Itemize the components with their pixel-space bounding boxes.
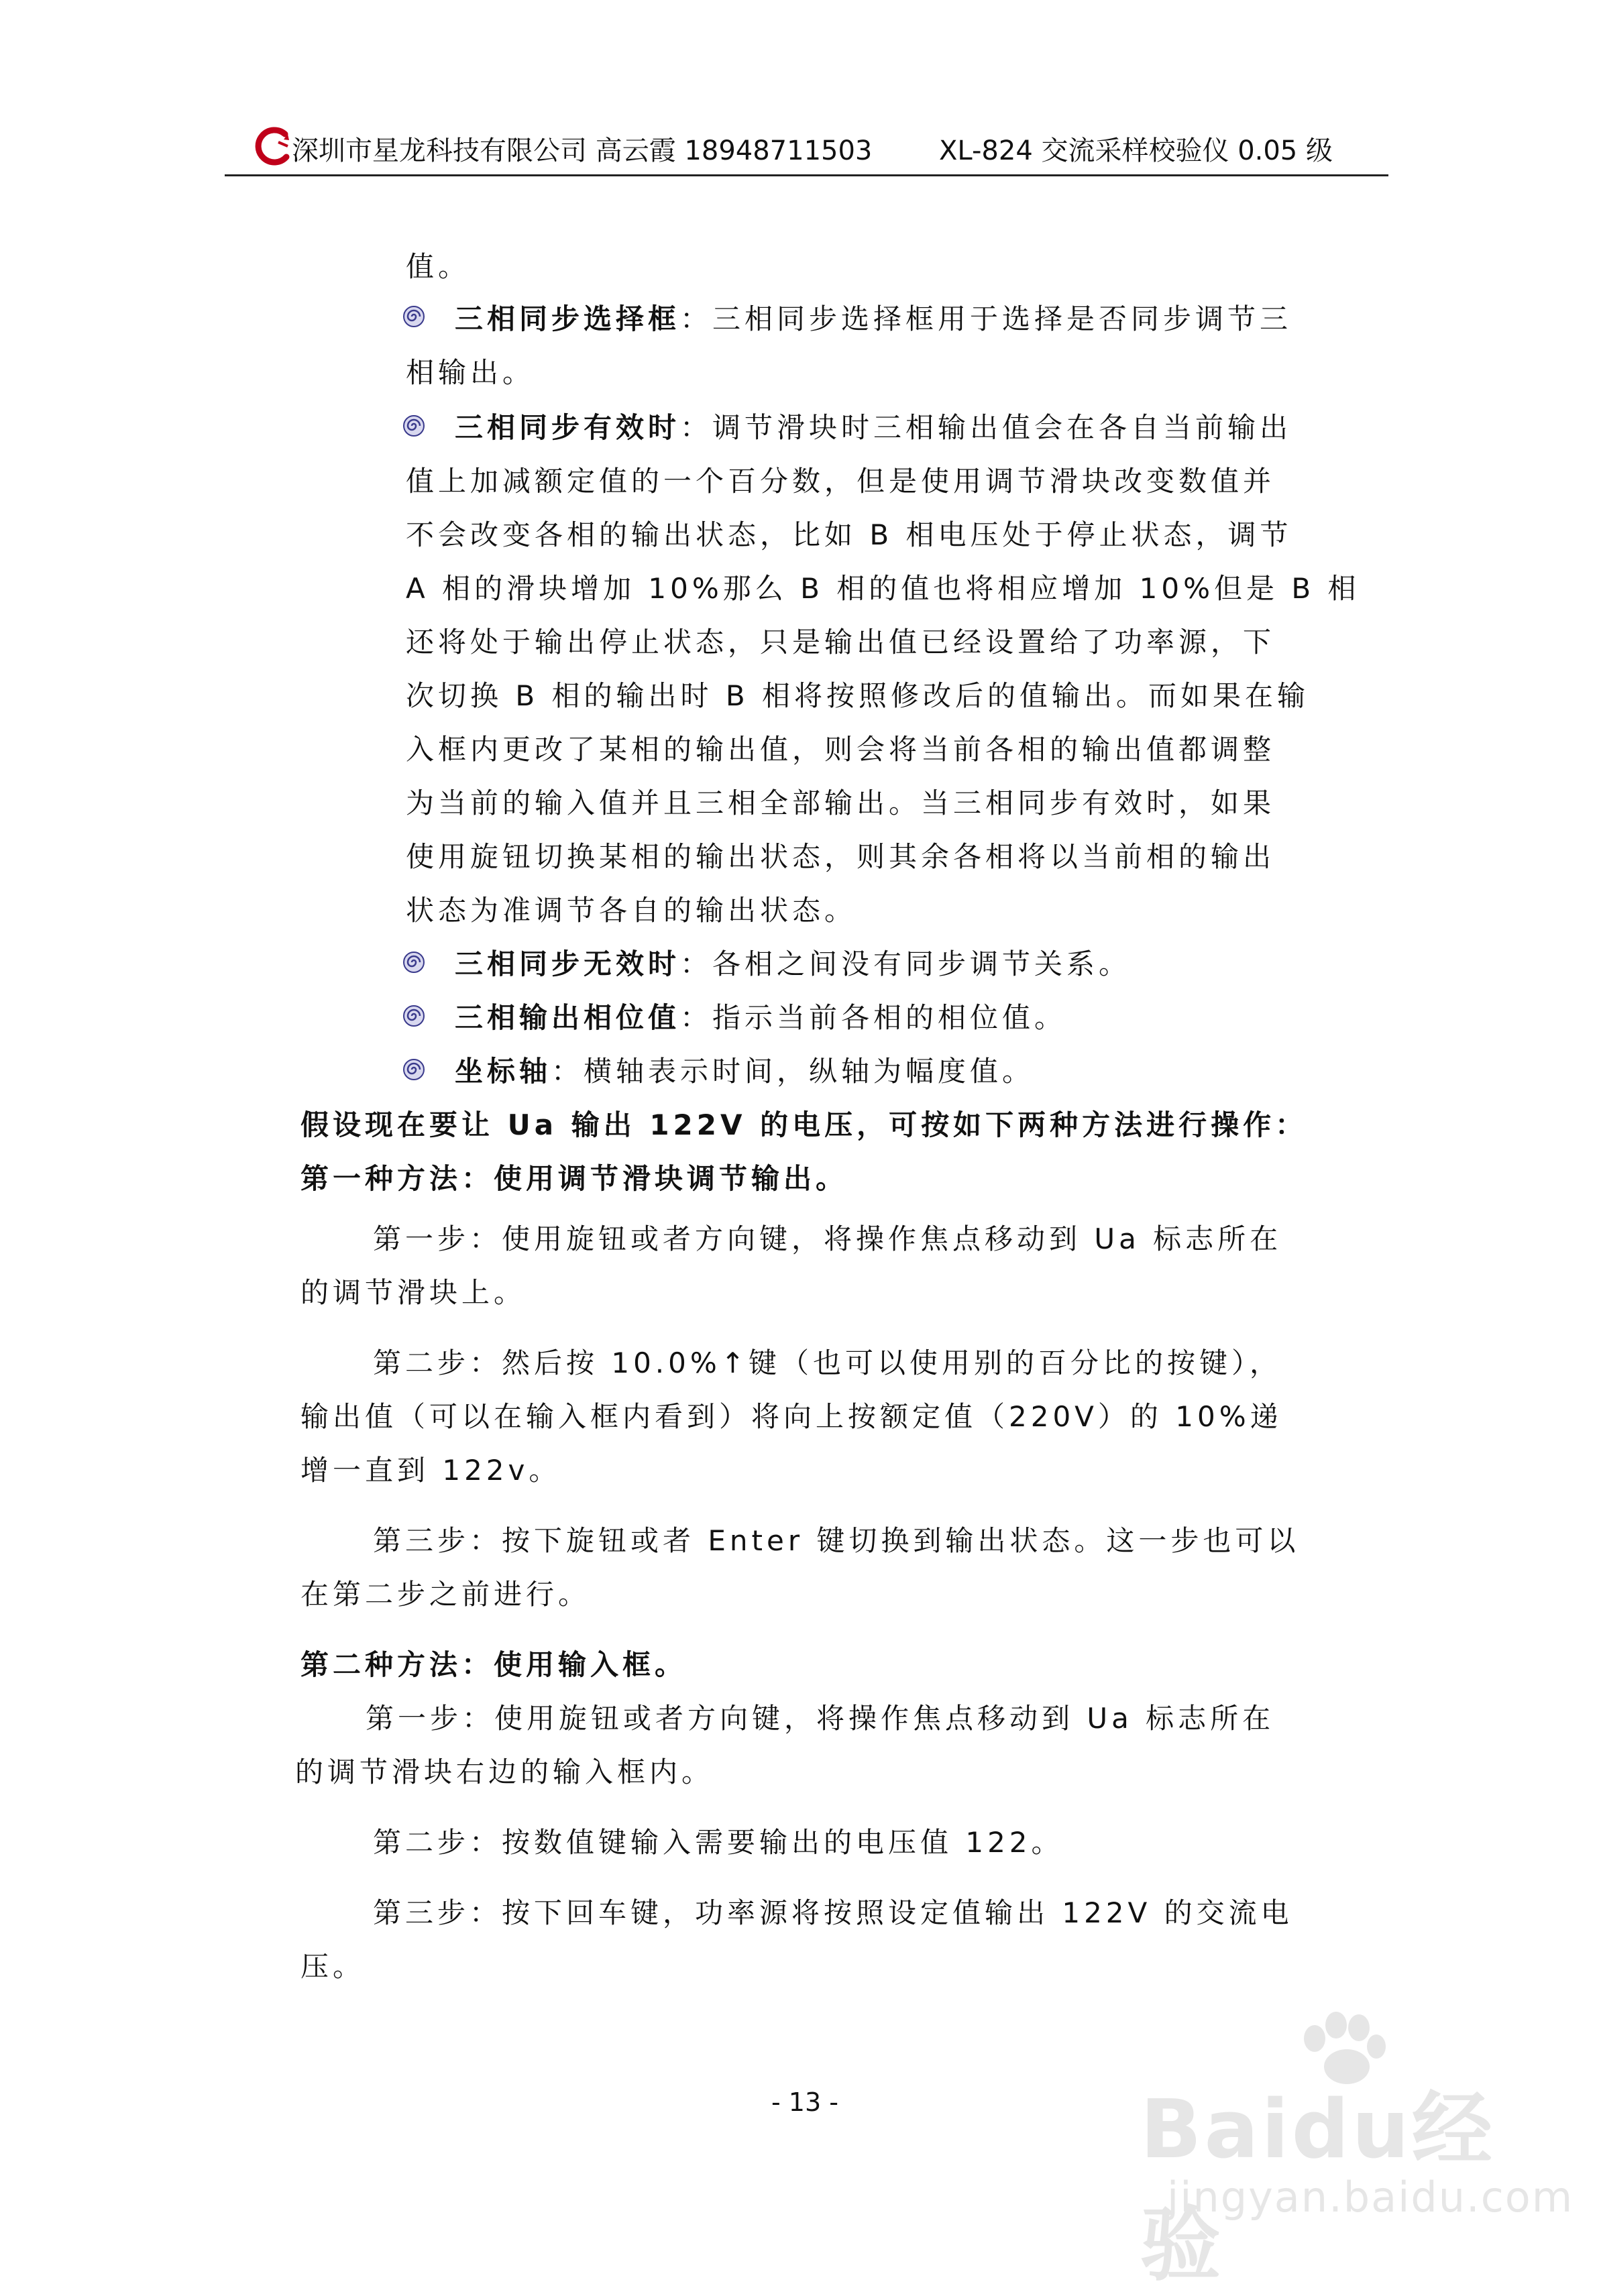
bullet-label: 三相同步无效时 [455,948,681,980]
step-line: 第三步：按下回车键，功率源将按照设定值输出 122V 的交流电 [373,1896,1293,1929]
bullet-label: 三相输出相位值 [455,1001,681,1034]
step-line: 第三步：按下旋钮或者 Enter 键切换到输出状态。这一步也可以 [373,1524,1300,1557]
header-product: XL-824 交流采样校验仪 0.05 级 [939,135,1333,166]
step-line: 输出值（可以在输入框内看到）将向上按额定值（220V）的 10%递 [300,1400,1282,1433]
paragraph-line: 次切换 B 相的输出时 B 相将按照修改后的值输出。而如果在输 [406,679,1310,712]
paragraph-line: 还将处于输出停止状态，只是输出值已经设置给了功率源，下 [406,626,1276,658]
step-line: 增一直到 122v。 [300,1454,561,1487]
step-line: 第一步：使用旋钮或者方向键，将操作焦点移动到 Ua 标志所在 [373,1222,1282,1255]
baidu-watermark [1140,2012,1574,2292]
bullet-text: ：调节滑块时三相输出值会在各自当前输出 [680,411,1292,444]
bullet-label: 三相同步有效时 [455,411,681,444]
step-line: 在第二步之前进行。 [300,1578,591,1611]
paragraph-line: 入框内更改了某相的输出值，则会将当前各相的输出值都调整 [406,733,1276,766]
step-line: 的调节滑块上。 [300,1276,527,1309]
spiral-bullet-icon [402,305,425,328]
step-line: 第二步：然后按 10.0%↑键（也可以使用别的百分比的按键）， [373,1346,1282,1379]
header-company: 深圳市星龙科技有限公司 高云霞 18948711503 [292,135,873,166]
bullet-text: ：横轴表示时间，纵轴为幅度值。 [551,1055,1035,1088]
page-number: - 13 - [771,2087,838,2117]
watermark-brand: Baidu经验 [1140,2083,1495,2292]
step-line: 第一步：使用旋钮或者方向键，将操作焦点移动到 Ua 标志所在 [366,1702,1275,1735]
bullet-item [455,1051,1034,1092]
bullet-item [455,998,1066,1038]
method-heading: 第一种方法：使用调节滑块调节输出。 [300,1162,848,1195]
section-heading: 假设现在要让 Ua 输出 122V 的电压，可按如下两种方法进行操作： [300,1108,1308,1141]
bullet-text: ：三相同步选择框用于选择是否同步调节三 [680,302,1292,335]
spiral-bullet-icon [402,951,425,974]
paragraph-line: 值上加减额定值的一个百分数，但是使用调节滑块改变数值并 [406,465,1276,498]
method-heading: 第二种方法：使用输入框。 [300,1648,687,1681]
bullet-item [455,944,1131,984]
paragraph-line: 为当前的输入值并且三相全部输出。当三相同步有效时，如果 [406,787,1276,819]
step-line: 的调节滑块右边的输入框内。 [295,1756,714,1788]
bullet-label: 三相同步选择框 [455,302,681,335]
spiral-bullet-icon [402,1005,425,1027]
paragraph-line: 使用旋钮切换某相的输出状态，则其余各相将以当前相的输出 [406,840,1276,873]
spiral-bullet-icon [402,414,425,437]
bullet-text: ：指示当前各相的相位值。 [680,1001,1067,1034]
step-line: 压。 [300,1950,366,1983]
paragraph-line: A 相的滑块增加 10%那么 B 相的值也将相应增加 10%但是 B 相 [406,572,1360,605]
paragraph-line: 相输出。 [406,356,535,389]
step-line: 第二步：按数值键输入需要输出的电压值 122。 [373,1826,1064,1859]
bullet-label: 坐标轴 [455,1055,552,1088]
bullet-item [455,299,1292,339]
paragraph-line: 值。 [406,250,471,283]
paragraph-line: 不会改变各相的输出状态，比如 B 相电压处于停止状态，调节 [406,518,1292,551]
page-header [225,114,1388,176]
bullet-item [455,408,1292,448]
watermark-url: jingyan.baidu.com [1167,2173,1574,2222]
bullet-text: ：各相之间没有同步调节关系。 [680,948,1132,980]
paragraph-line: 状态为准调节各自的输出状态。 [406,894,857,927]
spiral-bullet-icon [402,1058,425,1081]
